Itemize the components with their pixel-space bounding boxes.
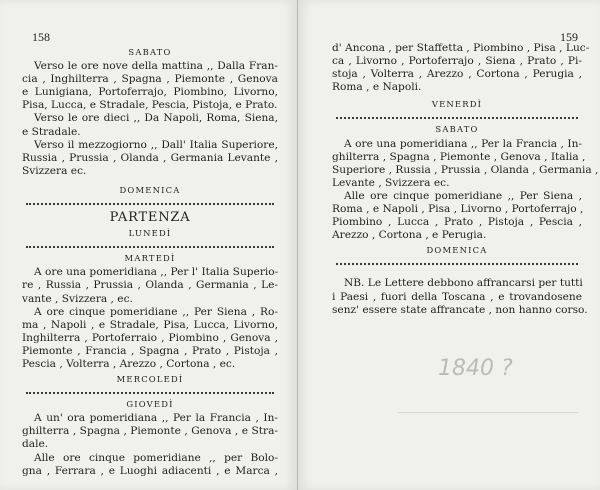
text-line: Alle ore cinque pomeridiane ,, Per Siena , [344, 189, 582, 202]
pencil-scribble [398, 398, 578, 413]
text-line: Arezzo , Cortona , e Perugia. [332, 229, 487, 242]
text-line: ca , Livorno , Portoferrajo , Siena , Prato , Pi- [332, 55, 582, 68]
text-line: Roma , e Napoli. [332, 81, 422, 94]
left-page [0, 0, 298, 490]
text-line: e Stradale. [22, 125, 81, 138]
text-line: e Lunigiana, Portoferrajo, Piombino, Livorno, [22, 86, 278, 99]
heading-sabato-left: SABATO [128, 47, 172, 57]
text-line: gna , Ferrara , e Luoghi adiacenti , e Marca , [22, 464, 278, 477]
text-line: Pisa, Lucca, e Stradale, Pescia, Pistoja, e Prato. [22, 99, 278, 112]
text-line: A ore una pomeridiana ,, Per l' Italia Superio- [34, 266, 279, 279]
nb-note-line: NB. Le Lettere debbono affrancarsi per tutti [344, 277, 583, 290]
heading-sabato-right: SABATO [435, 124, 479, 135]
text-line: Piombino , Lucca , Prato , Pistoja , Pescia , [332, 216, 582, 229]
text-line: Verso le ore dieci ,, Da Napoli, Roma, Siena, [34, 112, 278, 125]
text-line: Verso il mezzogiorno ,, Dall' Italia Superiore, [34, 138, 278, 151]
text-line: ghilterra , Spagna , Piemonte , Genova , e Stra- [22, 425, 278, 438]
text-line: Superiore , Russia , Prussia , Olanda , Germania , [332, 163, 599, 176]
page-number-right: 159 [560, 30, 578, 44]
text-line: Roma , e Napoli , Pisa , Livorno , Portoferrajo , [332, 203, 584, 216]
text-line: dale. [22, 438, 49, 451]
text-line: Piemonte , Francia , Spagna , Prato , Pistoja , [22, 344, 278, 357]
dotted-rule [26, 203, 274, 205]
text-line: Levante , Svizzera ec. [332, 176, 450, 189]
text-line: re , Russia , Prussia , Olanda , Germania , Le- [22, 279, 278, 292]
page-number-left: 158 [32, 30, 50, 44]
heading-lunedi: LUNEDÌ [128, 228, 172, 239]
text-line: Alle ore cinque pomeridiane ,, per Bolo- [34, 451, 278, 464]
dotted-rule [26, 246, 274, 248]
text-line: Verso le ore nove della mattina ,, Dalla Fran- [34, 60, 278, 73]
text-line: A ore una pomeridiana ,, Per la Francia , In- [344, 137, 582, 150]
right-page [298, 0, 600, 490]
heading-giovedi: GIOVEDÌ [126, 399, 174, 410]
heading-domenica-right: DOMENICA [426, 245, 488, 256]
text-line: vante , Svizzera , ec. [22, 292, 133, 305]
dotted-rule [26, 392, 274, 394]
spacer [332, 269, 582, 277]
text-line: Pescia , Volterra , Arezzo , Cortona , ec. [22, 357, 236, 370]
heading-martedi: MARTEDÌ [124, 253, 176, 264]
text-line: Inghilterra , Portoferraio , Piombino , Genova , [22, 331, 278, 344]
text-line: stoja , Volterra , Arezzo , Cortona , Perugia , [332, 68, 582, 81]
text-line: Svizzera ec. [22, 164, 87, 177]
text-line: cia , Inghilterra , Spagna , Piemonte , Genova [22, 73, 278, 86]
text-line: A ore cinque pomeridiane ,, Per Siena , Ro- [34, 305, 278, 318]
pencil-annotation: 1840 ? [438, 356, 513, 381]
text-line: ghilterra , Spagna , Piemonte , Genova , Italia , [332, 150, 586, 163]
left-page-text [22, 44, 278, 478]
section-title-partenza: PARTENZA [109, 210, 191, 226]
dotted-rule [336, 263, 578, 265]
nb-note-line: i Paesi , fuori della Toscana , e trovandosene [332, 290, 582, 303]
text-line: Russia , Prussia , Olanda , Germania Levante , [22, 151, 278, 164]
right-page-text [332, 42, 599, 317]
heading-venerdi: VENERDÌ [431, 99, 483, 110]
text-line: A un' ora pomeridiana ,, Per la Francia , In- [34, 412, 278, 425]
nb-note-line: senz' essere state affrancate , non hanno corso. [332, 303, 588, 316]
text-line: ma , Napoli , e Stradale, Pisa, Lucca, Livorno, [22, 318, 278, 331]
text-line: d' Ancona , per Staffetta , Piombino , Pisa , Luc- [332, 42, 590, 54]
heading-domenica-left: DOMENICA [119, 184, 181, 195]
dotted-rule [336, 117, 578, 119]
heading-mercoledi: MERCOLEDÌ [116, 374, 184, 385]
